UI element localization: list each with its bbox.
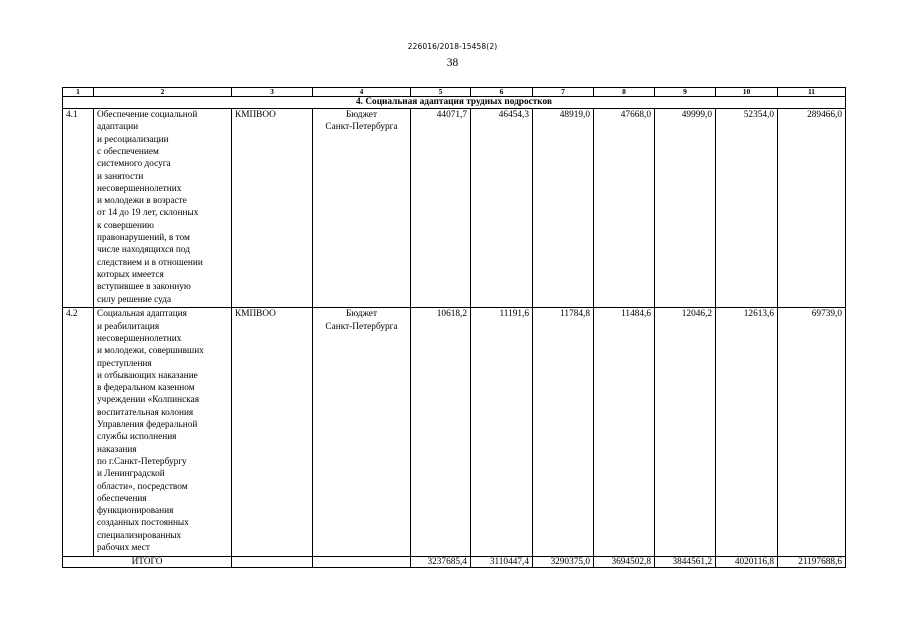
col-header-6: 6: [471, 88, 533, 97]
document-id: 226016/2018-15458(2): [407, 42, 498, 51]
total-row: [63, 556, 846, 567]
column-number-header: [63, 88, 846, 97]
col-header-7: 7: [533, 88, 594, 97]
section-title: 4. Социальная адаптация трудных подростков: [63, 97, 846, 109]
row-index: 4.2: [63, 308, 94, 557]
row-value-11: 289466,0: [778, 109, 846, 308]
row-value-5: 44071,7: [411, 109, 471, 308]
total-value-5: 3237685,4: [411, 556, 471, 567]
total-value-6: 3110447,4: [471, 556, 533, 567]
col-header-9: 9: [655, 88, 716, 97]
row-value-5: 10618,2: [411, 308, 471, 557]
program-table: [62, 87, 846, 568]
row-value-10: 12613,6: [716, 308, 778, 557]
row-executor: КМПВОО: [232, 308, 313, 557]
table-row: [63, 308, 846, 557]
row-value-10: 52354,0: [716, 109, 778, 308]
row-value-7: 11784,8: [533, 308, 594, 557]
col-header-3: 3: [232, 88, 313, 97]
row-funding-source: Бюджет Санкт-Петербурга: [313, 308, 411, 557]
row-funding-source: Бюджет Санкт-Петербурга: [313, 109, 411, 308]
row-description: Социальная адаптация и реабилитация несовершеннолетних и молодежи, совершивших преступления и отбывающих наказание в федеральном казенном учреждении «Колпинская воспитательная колония Управления федеральной службы исполнения наказания по г.Санкт-Петербургу и Ленинградской области», посредством обеспечения функционирования созданных постоянных специализированных рабочих мест: [94, 308, 232, 557]
row-value-9: 49999,0: [655, 109, 716, 308]
col-header-5: 5: [411, 88, 471, 97]
total-value-7: 3290375,0: [533, 556, 594, 567]
page-number: 38: [446, 57, 459, 69]
table-row: [63, 109, 846, 308]
total-label: ИТОГО: [63, 556, 232, 567]
row-executor: КМПВОО: [232, 109, 313, 308]
total-value-11: 21197688,6: [778, 556, 846, 567]
row-value-7: 48919,0: [533, 109, 594, 308]
total-value-9: 3844561,2: [655, 556, 716, 567]
section-title-row: [63, 97, 846, 109]
col-header-11: 11: [778, 88, 846, 97]
total-source-empty: [313, 556, 411, 567]
col-header-8: 8: [594, 88, 655, 97]
row-value-6: 11191,6: [471, 308, 533, 557]
row-value-8: 11484,6: [594, 308, 655, 557]
col-header-1: 1: [63, 88, 94, 97]
row-value-8: 47668,0: [594, 109, 655, 308]
row-value-11: 69739,0: [778, 308, 846, 557]
col-header-2: 2: [94, 88, 232, 97]
row-value-9: 12046,2: [655, 308, 716, 557]
row-index: 4.1: [63, 109, 94, 308]
total-value-10: 4020116,8: [716, 556, 778, 567]
total-executor-empty: [232, 556, 313, 567]
col-header-4: 4: [313, 88, 411, 97]
row-value-6: 46454,3: [471, 109, 533, 308]
col-header-10: 10: [716, 88, 778, 97]
row-description: Обеспечение социальной адаптации и ресоциализации с обеспечением системного досуга и занятости несовершеннолетних и молодежи в возрасте от 14 до 19 лет, склонных к совершению правонарушений, в том числе находящихся под следствием и в отношении которых имеется вступившее в законную силу решение суда: [94, 109, 232, 308]
total-value-8: 3694502,8: [594, 556, 655, 567]
